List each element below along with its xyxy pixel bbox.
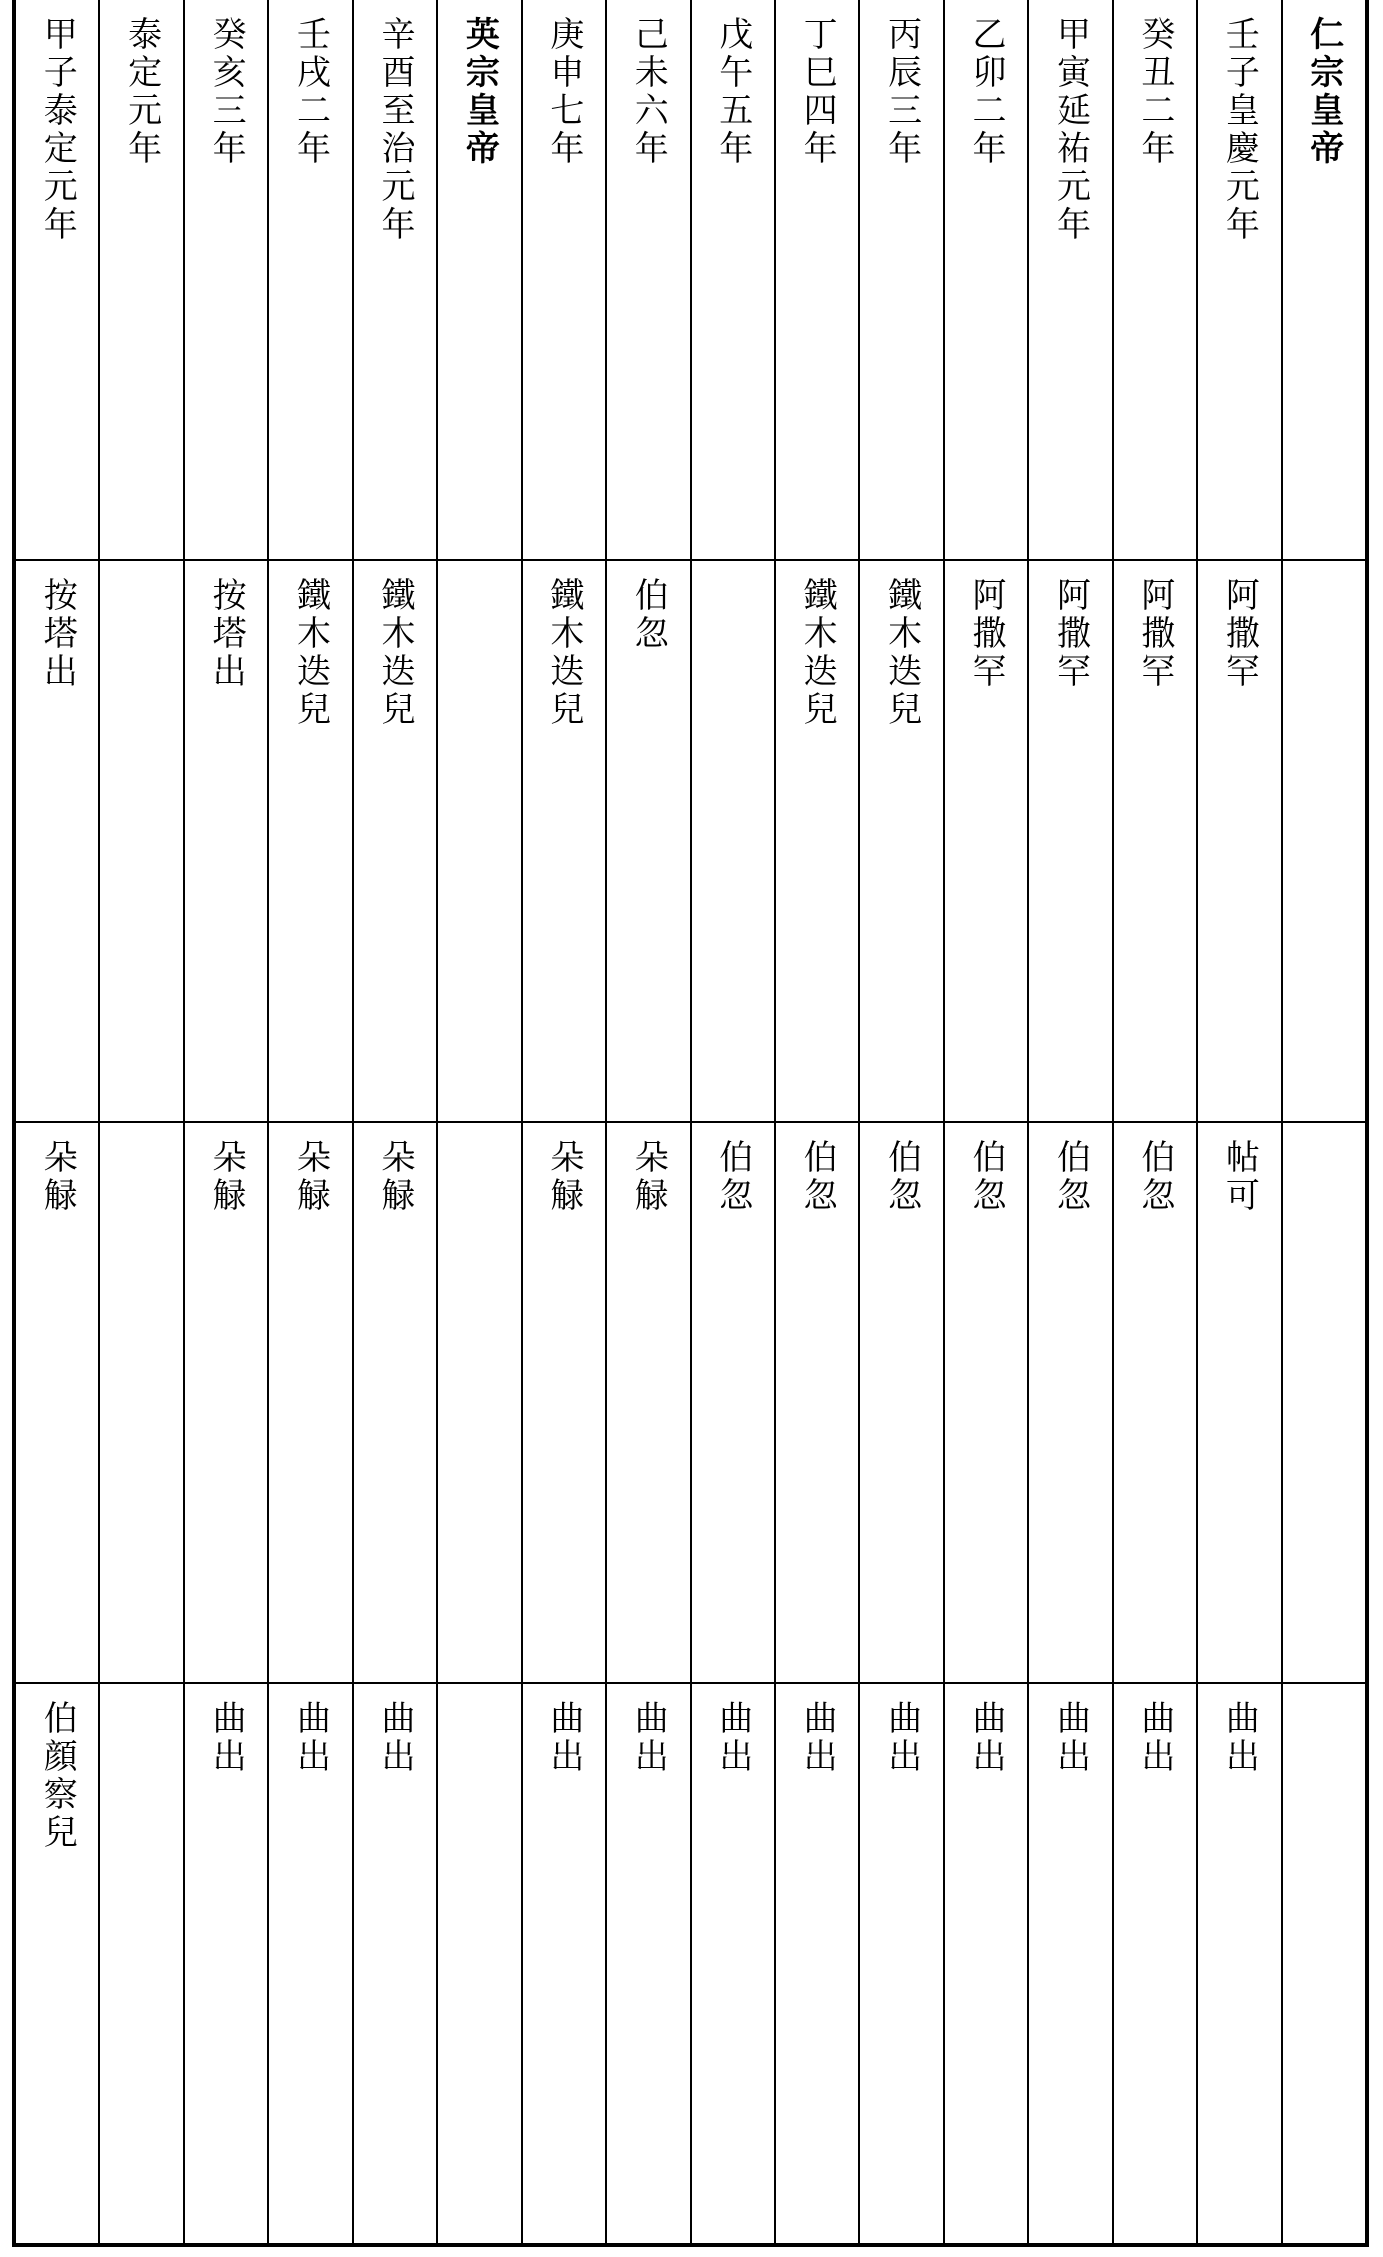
table-column-8	[605, 0, 689, 2243]
table-cell	[354, 1123, 436, 1684]
table-cell	[776, 0, 858, 561]
cell-text: 朵觮	[37, 1138, 78, 1215]
table-cell	[1198, 0, 1280, 561]
cell-text: 壬戌二年	[290, 16, 331, 168]
table-cell	[692, 1684, 774, 2243]
cell-text: 癸丑二年	[1134, 16, 1175, 168]
cell-text: 己未六年	[628, 16, 669, 168]
table-cell	[692, 561, 774, 1122]
cell-text: 伯忽	[712, 1138, 753, 1215]
cell-text: 曲出	[628, 1699, 669, 1776]
table-cell	[438, 1123, 520, 1684]
cell-text: 按塔出	[206, 577, 247, 692]
cell-text: 曲出	[1134, 1699, 1175, 1776]
table-cell	[523, 1684, 605, 2243]
table-column-11	[352, 0, 436, 2243]
table-cell	[438, 1684, 520, 2243]
table-cell	[607, 1123, 689, 1684]
table-cell	[523, 0, 605, 561]
cell-text: 乙卯二年	[966, 16, 1007, 168]
cell-text: 曲出	[1050, 1699, 1091, 1776]
table-cell	[945, 1684, 1027, 2243]
chronological-table	[12, 0, 1369, 2247]
cell-text: 曲出	[290, 1699, 331, 1776]
cell-text: 鐵木迭兒	[797, 577, 838, 730]
cell-text: 阿撒罕	[1219, 577, 1260, 692]
table-cell	[269, 561, 351, 1122]
table-cell	[1029, 561, 1111, 1122]
cell-text: 曲出	[543, 1699, 584, 1776]
table-column-15	[16, 0, 98, 2243]
cell-text: 曲出	[1219, 1699, 1260, 1776]
table-cell	[860, 1123, 942, 1684]
table-cell	[1029, 1123, 1111, 1684]
table-cell	[185, 561, 267, 1122]
table-cell	[269, 1123, 351, 1684]
table-cell	[438, 0, 520, 561]
table-cell	[185, 1684, 267, 2243]
table-cell	[1198, 1684, 1280, 2243]
table-cell	[1114, 0, 1196, 561]
cell-text: 鐵木迭兒	[543, 577, 584, 730]
cell-text: 曲出	[797, 1699, 838, 1776]
cell-text: 癸亥三年	[206, 16, 247, 168]
table-cell	[269, 1684, 351, 2243]
table-cell	[776, 1684, 858, 2243]
cell-text: 曲出	[881, 1699, 922, 1776]
table-cell	[945, 1123, 1027, 1684]
table-cell	[269, 0, 351, 561]
table-column-10	[436, 0, 520, 2243]
cell-text: 曲出	[712, 1699, 753, 1776]
cell-text: 鐵木迭兒	[290, 577, 331, 730]
table-column-7	[690, 0, 774, 2243]
table-cell	[185, 1123, 267, 1684]
table-cell	[16, 0, 98, 561]
cell-text: 壬子皇慶元年	[1219, 16, 1260, 244]
cell-text: 朵觮	[206, 1138, 247, 1215]
cell-text: 朵觮	[543, 1138, 584, 1215]
cell-text: 阿撒罕	[966, 577, 1007, 692]
cell-text: 曲出	[206, 1699, 247, 1776]
table-cell	[523, 1123, 605, 1684]
table-cell	[354, 561, 436, 1122]
cell-text: 泰定元年	[121, 16, 162, 168]
cell-text: 伯忽	[966, 1138, 1007, 1215]
cell-text: 戊午五年	[712, 16, 753, 168]
table-cell	[100, 561, 182, 1122]
cell-text: 庚申七年	[543, 16, 584, 168]
cell-text: 按塔出	[37, 577, 78, 692]
table-column-9	[521, 0, 605, 2243]
table-cell	[1114, 561, 1196, 1122]
table-cell	[776, 1123, 858, 1684]
table-cell	[16, 1123, 98, 1684]
table-cell	[1283, 1123, 1365, 1684]
table-cell	[607, 561, 689, 1122]
table-cell	[1283, 0, 1365, 561]
cell-text: 朵觮	[374, 1138, 415, 1215]
table-cell	[1198, 1123, 1280, 1684]
cell-text: 鐵木迭兒	[374, 577, 415, 730]
cell-text: 鐵木迭兒	[881, 577, 922, 730]
cell-text: 曲出	[966, 1699, 1007, 1776]
cell-text: 伯顔察兒	[37, 1699, 78, 1852]
table-cell	[1114, 1123, 1196, 1684]
cell-text: 丁巳四年	[797, 16, 838, 168]
table-cell	[100, 0, 182, 561]
cell-text: 伯忽	[1134, 1138, 1175, 1215]
table-cell	[607, 1684, 689, 2243]
cell-text: 伯忽	[881, 1138, 922, 1215]
table-cell	[354, 0, 436, 561]
table-column-14	[98, 0, 182, 2243]
table-cell	[945, 0, 1027, 561]
table-cell	[354, 1684, 436, 2243]
table-cell	[860, 561, 942, 1122]
table-cell	[16, 1684, 98, 2243]
table-cell	[16, 561, 98, 1122]
cell-text: 仁宗皇帝	[1303, 16, 1344, 168]
table-column-12	[267, 0, 351, 2243]
cell-text: 伯忽	[797, 1138, 838, 1215]
cell-text: 帖可	[1219, 1138, 1260, 1215]
table-cell	[776, 561, 858, 1122]
table-cell	[1029, 0, 1111, 561]
table-cell	[523, 561, 605, 1122]
table-column-0	[1281, 0, 1365, 2243]
table-column-5	[858, 0, 942, 2243]
cell-text: 伯忽	[1050, 1138, 1091, 1215]
table-column-1	[1196, 0, 1280, 2243]
table-cell	[100, 1684, 182, 2243]
table-column-3	[1027, 0, 1111, 2243]
table-cell	[1198, 561, 1280, 1122]
cell-text: 辛酉至治元年	[374, 16, 415, 244]
table-cell	[1283, 1684, 1365, 2243]
table-column-6	[774, 0, 858, 2243]
table-cell	[100, 1123, 182, 1684]
table-column-4	[943, 0, 1027, 2243]
cell-text: 曲出	[374, 1699, 415, 1776]
cell-text: 伯忽	[628, 577, 669, 654]
cell-text: 甲寅延祐元年	[1050, 16, 1091, 244]
cell-text: 朵觮	[290, 1138, 331, 1215]
table-column-2	[1112, 0, 1196, 2243]
table-cell	[860, 0, 942, 561]
table-cell	[692, 0, 774, 561]
table-cell	[945, 561, 1027, 1122]
table-cell	[185, 0, 267, 561]
table-column-13	[183, 0, 267, 2243]
table-cell	[692, 1123, 774, 1684]
table-cell	[607, 0, 689, 561]
table-cell	[1114, 1684, 1196, 2243]
cell-text: 英宗皇帝	[459, 16, 500, 168]
cell-text: 朵觮	[628, 1138, 669, 1215]
table-cell	[1283, 561, 1365, 1122]
table-cell	[438, 561, 520, 1122]
cell-text: 丙辰三年	[881, 16, 922, 168]
table-cell	[1029, 1684, 1111, 2243]
cell-text: 阿撒罕	[1050, 577, 1091, 692]
cell-text: 阿撒罕	[1134, 577, 1175, 692]
cell-text: 甲子泰定元年	[37, 16, 78, 244]
table-cell	[860, 1684, 942, 2243]
